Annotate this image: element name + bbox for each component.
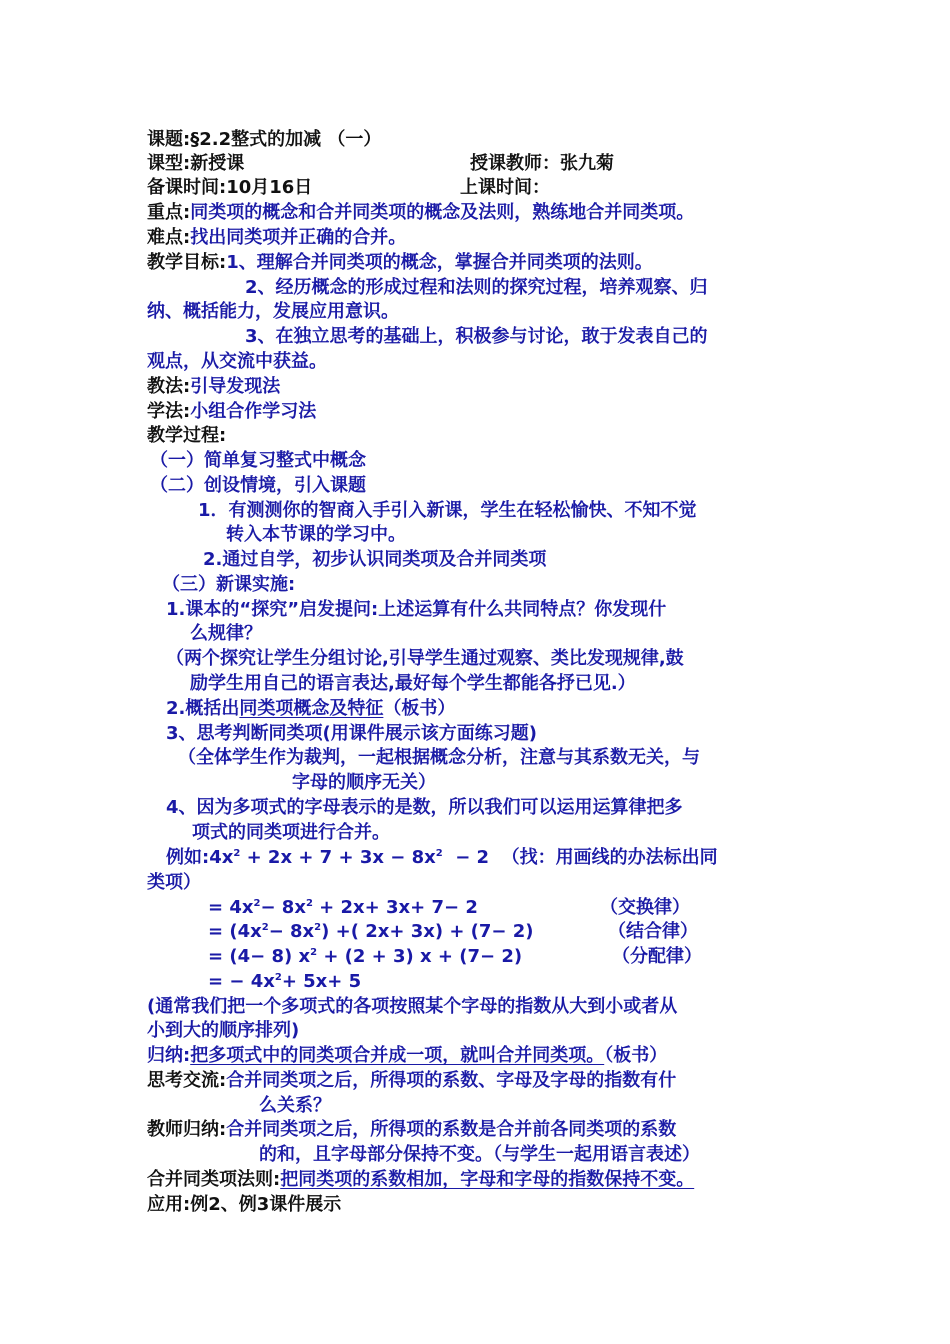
example-note-cont: 类项） — [147, 872, 201, 893]
example-step-2: = $(4x^2- 8x^2)$ +( 2x+ 3x) + (7− 2) — [208, 921, 534, 942]
process-step-3-4b: 项式的同类项进行合并。 — [192, 822, 390, 843]
type-line: 课型:新授课 — [147, 153, 245, 174]
teacher-line: 授课教师：张九菊 — [470, 153, 614, 174]
topic-line: 课题:§2.2整式的加减 （一） — [147, 129, 382, 150]
example-step-3: = (4− 8) $x^2 + (2 + 3) x + (7- 2)$ — [208, 946, 523, 967]
process-step-3-3: 3、思考判断同类项(用课件展示该方面练习题) — [166, 723, 537, 744]
goals-line-3: 纳、概括能力，发展应用意识。 — [147, 301, 399, 322]
teacher-summary-1: 教师归纳:合并同类项之后，所得项的系数是合并前各同类项的系数 — [147, 1119, 677, 1140]
process-step-3-1a: 1.课本的“探究”启发提问:上述运算有什么共同特点？你发现什 — [166, 599, 667, 620]
discussion-line-1: 思考交流:合并同类项之后，所得项的系数、字母及字母的指数有什 — [147, 1070, 677, 1091]
goals-line-5: 观点，从交流中获益。 — [147, 351, 327, 372]
law-commutative: （交换律） — [600, 897, 690, 918]
class-time-line: 上课时间： — [460, 177, 550, 198]
teaching-method: 教法:引导发现法 — [147, 376, 281, 397]
process-step-1: （一）简单复习整式中概念 — [150, 450, 366, 471]
teacher-summary-2: 的和，且字母部分保持不变。（与学生一起用语言表述） — [259, 1144, 700, 1165]
process-step-2-1b: 转入本节课的学习中。 — [226, 524, 406, 545]
difficulty: 难点:找出同类项并正确的合并。 — [147, 227, 407, 248]
process-step-3-2: 2.概括出同类项概念及特征（板书） — [166, 698, 456, 719]
process-step-3-1c: （两个探究让学生分组讨论,引导学生通过观察、类比发现规律,鼓 — [166, 648, 684, 669]
ordering-note-a: (通常我们把一个多项式的各项按照某个字母的指数从大到小或者从 — [147, 996, 678, 1017]
example-line: 例如$:4x^2 + 2x + 7 + 3x - 8x^2 - 2$ （找：用画线的办法标出同 — [166, 847, 718, 868]
learning-method: 学法:小组合作学习法 — [147, 401, 317, 422]
summary: 归纳:把多项式中的同类项合并成一项，就叫合并同类项。（板书） — [147, 1045, 668, 1066]
process-step-3-1d: 励学生用自己的语言表达,最好每个学生都能各抒已见.） — [190, 673, 636, 694]
law-distributive: （分配律） — [612, 946, 702, 967]
process-step-3-4a: 4、因为多项式的字母表示的是数，所以我们可以运用运算律把多 — [166, 797, 683, 818]
process-step-3-1b: 么规律？ — [190, 623, 262, 644]
application: 应用:例2、例3课件展示 — [147, 1194, 342, 1215]
process-step-2-1a: 1．有测测你的智商入手引入新课，学生在轻松愉快、不知不觉 — [198, 500, 697, 521]
discussion-line-2: 么关系？ — [259, 1095, 331, 1116]
process-step-3-3b: 字母的顺序无关） — [292, 772, 436, 793]
process-step-2: （二）创设情境，引入课题 — [150, 475, 366, 496]
process-step-2-2: 2.通过自学，初步认识同类项及合并同类项 — [203, 549, 547, 570]
prep-time-line: 备课时间:10月16日 — [147, 177, 313, 198]
key-points: 重点:同类项的概念和合并同类项的概念及法则，熟练地合并同类项。 — [147, 202, 695, 223]
merge-rule: 合并同类项法则:把同类项的系数相加，字母和字母的指数保持不变。 — [147, 1169, 695, 1190]
goals-line-2: 2、经历概念的形成过程和法则的探究过程，培养观察、归 — [245, 277, 708, 298]
goals-line-1: 教学目标:1、理解合并同类项的概念，掌握合并同类项的法则。 — [147, 252, 653, 273]
example-step-1: = $4x^2- 8x^2 + 2x+ 3x+ 7- 2$ — [208, 897, 478, 918]
process-label: 教学过程: — [147, 425, 227, 446]
law-associative: （结合律） — [608, 921, 698, 942]
process-step-3: （三）新课实施: — [162, 574, 296, 595]
ordering-note-b: 小到大的顺序排列) — [147, 1020, 300, 1041]
example-result: = − $4x^2+ 5x+ 5$ — [208, 971, 362, 992]
process-step-3-3a: （全体学生作为裁判，一起根据概念分析，注意与其系数无关，与 — [178, 747, 700, 768]
goals-line-4: 3、在独立思考的基础上，积极参与讨论，敢于发表自己的 — [245, 326, 708, 347]
